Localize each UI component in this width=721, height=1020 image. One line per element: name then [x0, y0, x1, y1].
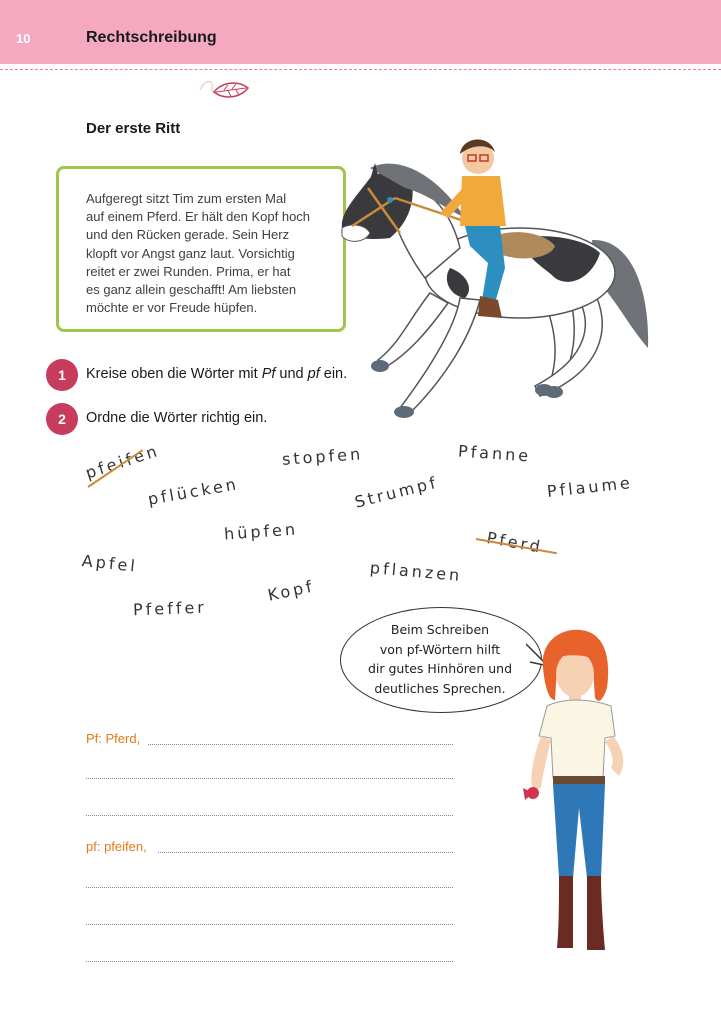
answer-line[interactable]	[86, 887, 453, 888]
bubble-line: Beim Schreiben	[390, 622, 490, 637]
word-card: Strumpf	[352, 472, 441, 512]
answer-label-pf-lower: pf: pfeifen,	[86, 839, 147, 854]
story-line: möchte er vor Freude hüpfen.	[86, 300, 258, 316]
task-number-badge: 2	[46, 403, 78, 435]
bubble-line: von pf-Wörtern hilft	[379, 641, 501, 657]
header-divider	[0, 69, 721, 70]
header-title: Rechtschreibung	[86, 29, 217, 46]
word-card: Pfanne	[457, 441, 532, 466]
answer-line[interactable]	[86, 961, 453, 962]
word-card: hüpfen	[223, 519, 299, 544]
bubble-line: dir gutes Hinhören und	[367, 661, 513, 676]
page-number: 10	[16, 31, 31, 46]
girl-illustration	[515, 628, 645, 966]
story-text	[86, 190, 348, 317]
word-card: pflanzen	[369, 558, 464, 586]
story-line: und den Rücken gerade. Sein Herz	[86, 227, 290, 243]
answer-line[interactable]	[86, 815, 453, 816]
word-card: Kopf	[266, 576, 317, 605]
answer-label-pf-upper: Pf: Pferd,	[86, 731, 141, 746]
task-1	[46, 359, 446, 391]
answer-line[interactable]	[158, 852, 453, 853]
answer-line[interactable]	[86, 778, 453, 779]
story-line: Aufgeregt sitzt Tim zum ersten Mal	[86, 191, 287, 206]
word-card: stopfen	[281, 444, 364, 469]
story-line: auf einem Pferd. Er hält den Kopf hoch	[86, 209, 311, 225]
word-card: pflücken	[146, 474, 241, 509]
section-title: Der erste Ritt	[86, 120, 181, 137]
task-1-text: Kreise oben die Wörter mit Pf und pf ein.	[86, 366, 348, 382]
answer-line[interactable]	[148, 744, 453, 745]
word-card: Apfel	[81, 551, 139, 576]
word-card: pfeifen	[83, 440, 162, 483]
story-line: es ganz allein geschafft! Am liebsten	[86, 282, 297, 298]
word-card: Pferd	[485, 528, 545, 557]
speech-bubble-text	[350, 620, 530, 698]
story-line: reitet er zwei Runden. Prima, er hat	[86, 263, 291, 279]
story-line: klopft vor Angst ganz laut. Vorsichtig	[86, 245, 295, 261]
task-2	[46, 403, 446, 435]
bubble-line: deutliches Sprechen.	[374, 680, 506, 696]
word-card: Pflaume	[546, 473, 634, 501]
task-number-badge: 1	[46, 359, 78, 391]
leaf-swirl-icon	[198, 74, 252, 104]
page-header	[0, 0, 721, 64]
word-card: Pfeffer	[132, 597, 208, 620]
answer-line[interactable]	[86, 924, 453, 925]
task-2-text: Ordne die Wörter richtig ein.	[86, 410, 268, 426]
